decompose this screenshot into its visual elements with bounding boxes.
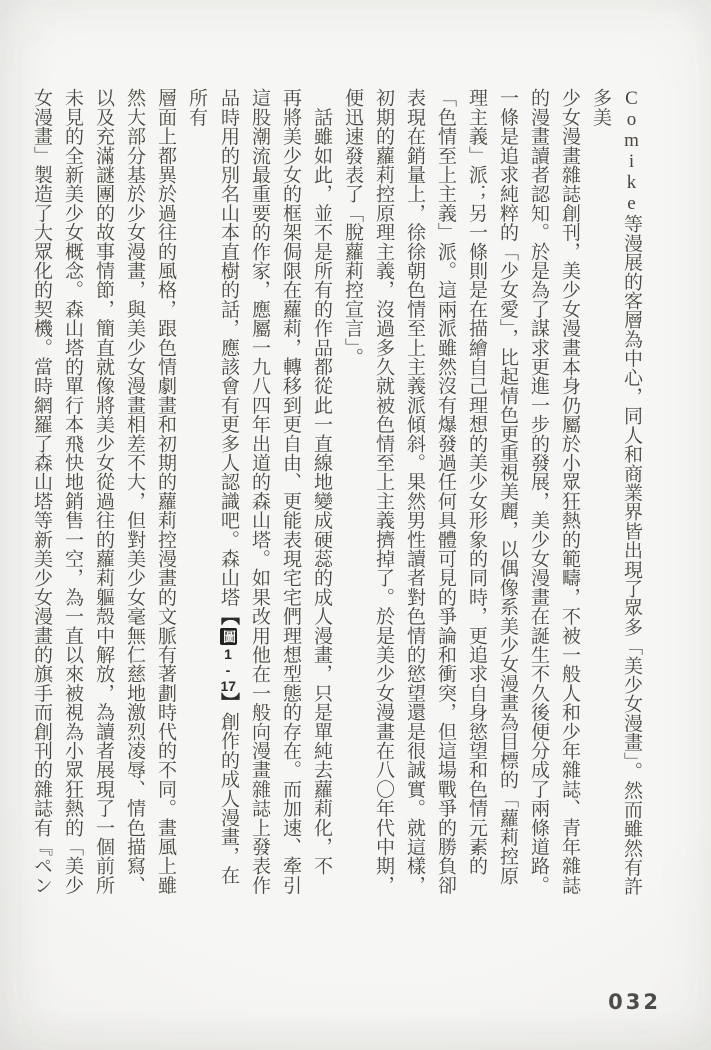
text-column: 便迅速發表了「脫蘿莉控宣言」。 <box>342 88 363 367</box>
page-number: 032 <box>608 990 661 1014</box>
text-column: 表現在銷量上，徐徐朝色情至上主義派傾斜。果然男性讀者對色情的慾望還是很誠實。就這樣， <box>404 88 425 895</box>
text-column: 理主義」派；另一條則是在描繪自己理想的美少女形象的同時，更追求自身慾望和色情元素的 <box>466 88 487 876</box>
text-column: 少女漫畫雜誌創刊，美少女漫畫本身仍屬於小眾狂熱的範疇，不被一般人和少年雜誌、青年雜誌 <box>559 88 580 895</box>
text-column: 話雖如此，並不是所有的作品都從此一直線地變成硬蕊的成人漫畫，只是單純去蘿莉化，不 <box>311 88 332 876</box>
text-column: 以及充滿謎團的故事情節，簡直就像將美少女從過往的蘿莉軀殼中解放，為讀者展現了一個前所 <box>93 88 114 895</box>
article-text <box>26 88 647 900</box>
text-column: 女漫畫」製造了大眾化的契機。當時網羅了森山塔等新美少女漫畫的旗手而創刊的雜誌有『ペン <box>31 88 52 895</box>
figure-icon: 圖 <box>221 629 236 643</box>
text-column: 的漫畫讀者認知。於是為了謀求更進一步的發展，美少女漫畫在誕生不久後便分成了兩條道路。 <box>528 88 549 895</box>
text-column: 這股潮流最重要的作家，應屬一九八四年出道的森山塔。如果改用他在一般向漫畫雜誌上發表作 <box>249 88 270 895</box>
figure-reference <box>218 606 239 711</box>
figref-open-bracket: 【 <box>218 606 239 626</box>
text-column: 層面上都異於過往的風格，跟色情劇畫和初期的蘿莉控漫畫的文脈有著劃時代的不同。畫風上雖 <box>155 88 176 895</box>
latin-text: Comike <box>621 88 642 214</box>
text-column: 再將美少女的框架侷限在蘿莉，轉移到更自由、更能表現宅宅們理想型態的存在。而加速、牽引 <box>280 88 301 895</box>
text-column: Comike等漫展的客層為中心，同人和商業界皆出現了眾多「美少女漫畫」。然而雖然有許多美 <box>590 88 642 896</box>
text-column: 一條是追求純粹的「少女愛」，比起情色更重視美麗，以偶像系美少女漫畫為目標的「蘿莉控原 <box>497 88 518 885</box>
text-column: 然大部分基於少女漫畫，與美少女漫畫相差不大，但對美少女毫無仁慈地激烈凌辱、情色描寫、 <box>124 88 145 895</box>
figure-number: 1-17 <box>220 646 236 693</box>
text-column: 「色情至上主義」派。這兩派雖然沒有爆發過任何具體可見的爭論和衝突，但這場戰爭的勝負卻 <box>435 88 456 895</box>
text-column: 未見的全新美少女概念。森山塔的單行本飛快地銷售一空，為一直以來被視為小眾狂熱的「美少 <box>62 88 83 895</box>
text-column: 初期的蘿莉控原理主義，沒過多久就被色情至上主義擠掉了。於是美少女漫畫在八〇年代中期， <box>373 88 394 895</box>
figref-close-bracket: 】 <box>218 692 239 712</box>
text-column: 品時用的別名山本直樹的話，應該會有更多人認識吧。森山塔【圖1-17】創作的成人漫畫，在所有 <box>186 88 239 885</box>
